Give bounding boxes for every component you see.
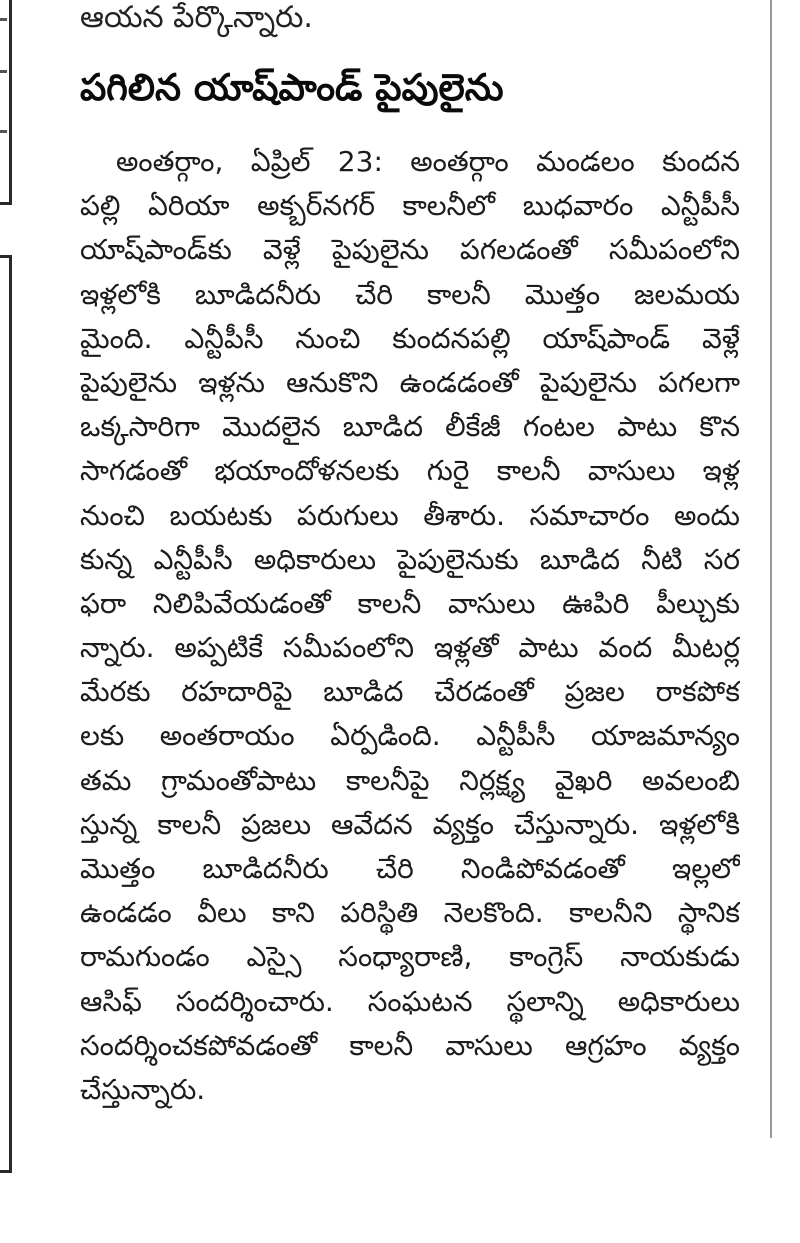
article-body-line: సందర్శించకపోవడంతో కాలనీ వాసులు ఆగ్రహం వ్యక్తం — [80, 1028, 740, 1062]
left-column-text-fragment — [0, 18, 7, 21]
article-body-line: పల్లి ఏరియా అక్బర్‌నగర్ కాలనీలో బుధవారం ఎన్టీపీసీ — [80, 189, 740, 223]
article-body-line: ఒక్కసారిగా మొదలైన బూడిద లీకేజీ గంటల పాటు కొన — [80, 410, 740, 444]
article-body-line: మొత్తం బూడిదనీరు చేరి నిండిపోవడంతో ఇల్లలో — [80, 852, 740, 885]
left-column-text-fragment — [0, 130, 7, 133]
left-column-rule-top-end — [0, 202, 11, 205]
left-column-rule-bottom — [9, 255, 12, 1173]
article-headline: పగిలిన యాష్‌పాండ్ పైపులైను — [80, 66, 504, 109]
article-body-line: న్నారు. అప్పటికే సమీపంలోని ఇళ్లతో పాటు వంద మీటర్ల — [80, 631, 740, 665]
article-body-line: చేస్తున్నారు. — [80, 1072, 206, 1106]
article-body-line: నుంచి బయటకు పరుగులు తీశారు. సమాచారం అందు — [80, 498, 740, 532]
article-body-line: ఆసిఫ్ సందర్శించారు. సంఘటన స్థలాన్ని అధికారులు — [80, 984, 740, 1018]
article-body — [80, 140, 740, 1112]
article-body-line: ఇళ్లలోకి బూడిదనీరు చేరి కాలనీ మొత్తం జలమయ — [80, 277, 740, 311]
article-body-line: రామగుండం ఎస్సై సంధ్యారాణి, కాంగ్రెస్ నాయకుడు — [80, 940, 740, 974]
left-column-text-fragment — [0, 70, 7, 73]
column-divider-right — [770, 0, 772, 1138]
previous-article-last-line: ఆయన పేర్కొన్నారు. — [80, 0, 313, 35]
article-body-line: మేరకు రహదారిపై బూడిద చేరడంతో ప్రజల రాకపోక — [80, 675, 740, 709]
article-body-line: స్తున్న కాలనీ ప్రజలు ఆవేదన వ్యక్తం చేస్తున్నారు. ఇళ్లలోకి — [80, 807, 740, 841]
left-column-rule-bottom-end — [0, 1170, 11, 1173]
article-body-line: అంతర్గాం, ఏప్రిల్ 23: అంతర్గాం మండలం కుందన — [116, 145, 740, 178]
article-body-line: కున్న ఎన్టీపీసీ అధికారులు పైపులైనుకు బూడిద నీటి సర — [80, 542, 740, 576]
article-body-line: సాగడంతో భయాందోళనలకు గురై కాలనీ వాసులు ఇళ్ల — [80, 454, 740, 488]
article-body-line: తమ గ్రామంతోపాటు కాలనీపై నిర్లక్ష్య వైఖరి అవలంబి — [80, 763, 740, 797]
article-body-line: యాష్‌పాండ్‌కు వెళ్లే పైపులైను పగలడంతో సమీపంలోని — [80, 233, 740, 267]
left-column-rule-top — [9, 0, 12, 205]
article-body-line: పైపులైను ఇళ్లను ఆనుకొని ఉండడంతో పైపులైను పగలగా — [80, 365, 740, 399]
article-body-line: ఉండడం వీలు కాని పరిస్థితి నెలకొంది. కాలనీని స్థానిక — [80, 896, 740, 930]
article-body-line: లకు అంతరాయం ఏర్పడింది. ఎన్టీపీసీ యాజమాన్యం — [80, 719, 740, 753]
article-body-line: మైంది. ఎన్టీపీసీ నుంచి కుందనపల్లి యాష్‌పాండ్ వెళ్లే — [80, 321, 740, 355]
article-body-line: ఫరా నిలిపివేయడంతో కాలనీ వాసులు ఊపిరి పీల్చుకు — [80, 586, 740, 620]
